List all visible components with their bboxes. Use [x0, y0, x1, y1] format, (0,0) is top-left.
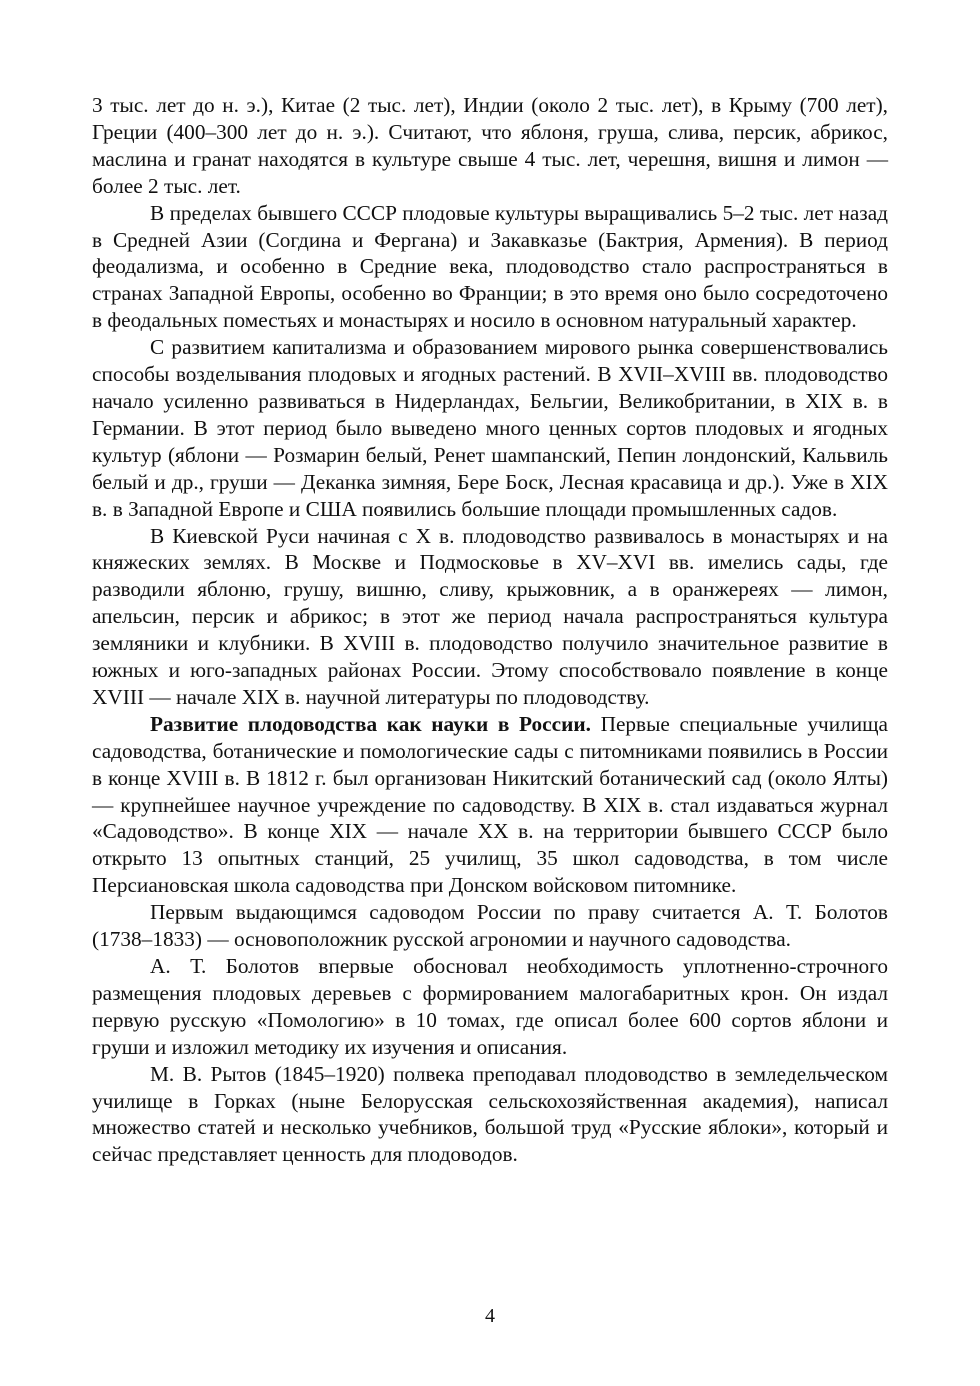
paragraph-rytov: М. В. Рытов (1845–1920) полвека преподавал плодоводство в земледельческом училище в Горках (ныне Белорусская сельскохозяйственная академия), написал множество статей и несколько учебников, большой труд «Русские яблоки», который и сейчас представляет ценность для плодоводов. — [92, 1061, 888, 1167]
paragraph-ussr-history: В пределах бывшего СССР плодовые культуры выращивались 5–2 тыс. лет назад в Средней Азии (Согдина и Фергана) и Закавказье (Бактрия, Армения). В период феодализма, и особенно в Средние века, плодоводство стало распространяться в странах Западной Европы, особенно во Франции; в это время оно было сосредоточено в феодальных поместьях и монастырях и носило в основном натуральный характер. — [92, 200, 888, 333]
paragraph-bolotov-intro: Первым выдающимся садоводом России по праву считается А. Т. Болотов (1738–1833) — основоположник русской агрономии и научного садоводства. — [92, 900, 888, 952]
page-number: 4 — [485, 1305, 495, 1327]
section-lead-text: Первые специальные училища садоводства, ботанические и помологические сады с питомниками появились в России в конце XVIII в. В 1812 г. был организован Никитский ботанический сад (около Ялты) — крупнейшее научное учреждение по садоводству. В XIX в. стал издаваться журнал «Садоводство». В конце XIX — начале XX в. на территории бывшего СССР было открыто 13 опытных станций, 25 училищ, 35 школ садоводства, в том числе Персиановская школа садоводства при Донском войсковом питомнике. — [92, 711, 888, 898]
page-body — [92, 92, 888, 1168]
paragraph-bolotov-works: А. Т. Болотов впервые обосновал необходимость уплотненно-строчного размещения плодовых деревьев с формированием малогабаритных крон. Он издал первую русскую «Помологию» в 10 томах, где описал более 600 сортов яблони и груши и изложил методику их изучения и описания. — [92, 954, 888, 1059]
paragraph-section-intro — [92, 711, 888, 899]
paragraph-continuation: 3 тыс. лет до н. э.), Китае (2 тыс. лет), Индии (около 2 тыс. лет), в Крыму (700 лет), Греции (400–300 лет до н. э.). Считают, что яблоня, груша, слива, персик, абрикос, маслина и гранат находятся в культуре свыше 4 тыс. лет, черешня, вишня и лимон — более 2 тыс. лет. — [92, 93, 888, 198]
section-heading: Развитие плодоводства как науки в России. — [150, 711, 591, 736]
paragraph-capitalism: С развитием капитализма и образованием мирового рынка совершенствовались способы возделывания плодовых и ягодных растений. В XVII–XVIII вв. плодоводство начало усиленно развиваться в Нидерландах, Бельгии, Великобритании, в XIX в. в Германии. В этот период было выведено много ценных сортов плодовых и ягодных культур (яблони — Розмарин белый, Ренет шампанский, Пепин лондонский, Кальвиль белый и др., груши — Деканка зимняя, Бере Боск, Лесная красавица и др.). Уже в XIX в. в Западной Европе и США появились большие площади промышленных садов. — [92, 335, 888, 521]
paragraph-kievan-rus: В Киевской Руси начиная с X в. плодоводство развивалось в монастырях и на княжеских землях. В Москве и Подмосковье в XV–XVI вв. имелись сады, где разводили яблоню, грушу, вишню, сливу, крыжовник, а в оранжереях — лимон, апельсин, персик и абрикос; в этот же период начала распространяться культура земляники и клубники. В XVIII в. плодоводство получило значительное развитие в южных и юго-западных районах России. Этому способствовало появление в конце XVIII — начале XIX в. научной литературы по плодоводству. — [92, 523, 888, 709]
